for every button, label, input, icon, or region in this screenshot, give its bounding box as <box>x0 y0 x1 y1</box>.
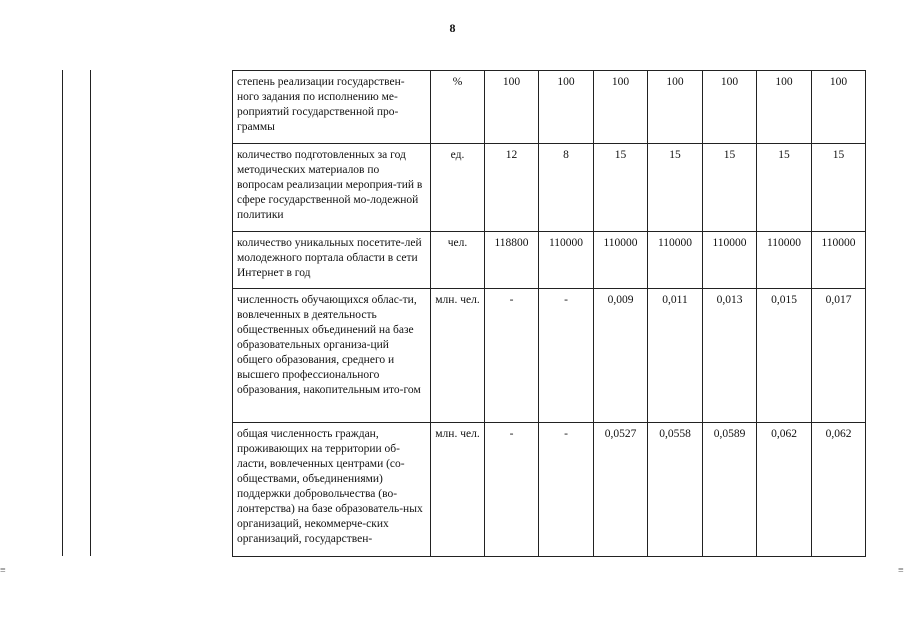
value-cell: 12 <box>485 144 539 232</box>
value-cell: 0,011 <box>648 289 703 423</box>
column-divider-line <box>90 70 91 556</box>
value-cell: 100 <box>594 71 648 144</box>
right-margin-mark: ≡ <box>898 565 904 576</box>
value-cell: 100 <box>757 71 812 144</box>
value-cell: - <box>485 289 539 423</box>
value-cell: 100 <box>812 71 866 144</box>
value-cell: 0,013 <box>703 289 757 423</box>
value-cell: 100 <box>485 71 539 144</box>
value-cell: 100 <box>539 71 594 144</box>
indicator-unit: млн. чел. <box>431 289 485 423</box>
value-cell: 110000 <box>812 232 866 289</box>
value-cell: 118800 <box>485 232 539 289</box>
value-cell: 0,009 <box>594 289 648 423</box>
table-row <box>233 423 866 557</box>
value-cell: 110000 <box>648 232 703 289</box>
value-cell: 15 <box>812 144 866 232</box>
value-cell: 110000 <box>539 232 594 289</box>
table-row <box>233 144 866 232</box>
value-cell: 15 <box>594 144 648 232</box>
value-cell: 110000 <box>757 232 812 289</box>
table-row <box>233 232 866 289</box>
value-cell: 0,015 <box>757 289 812 423</box>
table-row <box>233 289 866 423</box>
value-cell: - <box>539 423 594 557</box>
indicator-name: общая численность граждан, проживающих на территории об-ласти, вовлеченных центрами (со-обществами, объединениями) поддержки добровольчества (во-лонтерства) на базе образователь-ных организаций, некоммерче-ских организаций, государствен- <box>233 423 431 557</box>
indicator-unit: чел. <box>431 232 485 289</box>
value-cell: 0,062 <box>812 423 866 557</box>
left-margin-mark: ≡ <box>0 565 6 576</box>
value-cell: - <box>485 423 539 557</box>
value-cell: 8 <box>539 144 594 232</box>
indicator-name: количество подготовленных за год методических материалов по вопросам реализации мероприя-тий в сфере государственной мо-лодежной политики <box>233 144 431 232</box>
value-cell: 0,0527 <box>594 423 648 557</box>
indicator-name: степень реализации государствен-ного задания по исполнению ме-роприятий государственной про-граммы <box>233 71 431 144</box>
value-cell: - <box>539 289 594 423</box>
indicator-name: количество уникальных посетите-лей молодежного портала области в сети Интернет в год <box>233 232 431 289</box>
indicator-unit: ед. <box>431 144 485 232</box>
indicator-name: численность обучающихся облас-ти, вовлеченных в деятельность общественных объединений на базе образовательных организа-ций общего образования, среднего и высшего профессионального образования, накопительным ито-гом <box>233 289 431 423</box>
value-cell: 110000 <box>594 232 648 289</box>
value-cell: 0,017 <box>812 289 866 423</box>
value-cell: 15 <box>703 144 757 232</box>
value-cell: 0,062 <box>757 423 812 557</box>
table-row <box>233 71 866 144</box>
page-number: 8 <box>449 21 456 35</box>
indicators-table <box>232 70 866 557</box>
left-border-line <box>62 70 63 556</box>
value-cell: 15 <box>648 144 703 232</box>
value-cell: 15 <box>757 144 812 232</box>
indicator-unit: млн. чел. <box>431 423 485 557</box>
value-cell: 0,0558 <box>648 423 703 557</box>
value-cell: 110000 <box>703 232 757 289</box>
value-cell: 0,0589 <box>703 423 757 557</box>
value-cell: 100 <box>648 71 703 144</box>
value-cell: 100 <box>703 71 757 144</box>
indicator-unit: % <box>431 71 485 144</box>
